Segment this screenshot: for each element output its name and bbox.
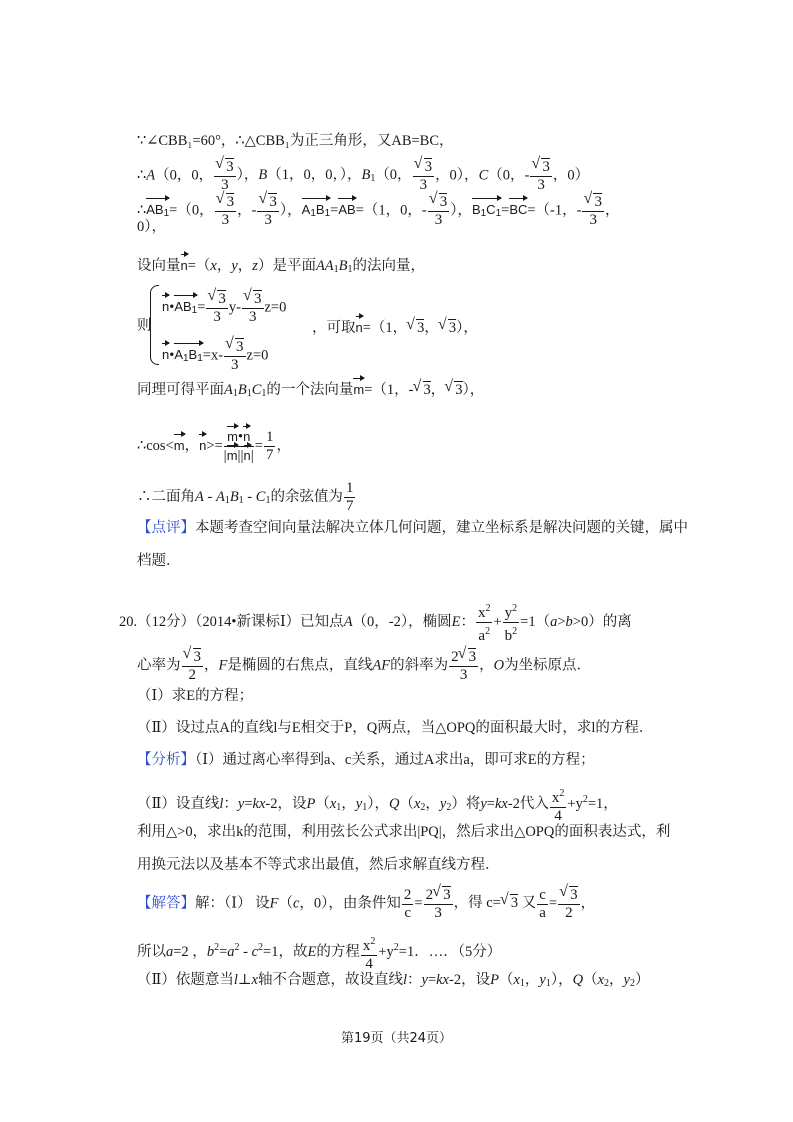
text: =（1，0，- [355,202,427,219]
vector-B1C1: $B_1C_1$ [472,200,501,224]
cosine-line [137,428,291,465]
coordinates-line [137,158,589,194]
question-20-part-2: （Ⅱ）设过点A的直线l与E相交于P，Q两点，当△OPQ的面积最大时，求l的方程． [137,720,654,736]
text: ，得 c= √ 3 又 [454,895,537,911]
vector-AB: AB [338,200,355,220]
text: =x- [202,347,224,364]
text: 设向量 [137,258,181,274]
analysis-line-4: 用换元法以及基本不等式求出最值，然后求解直线方程． [137,857,500,873]
analysis-tag: 【分析】 [137,752,195,768]
answer-tag: 【解答】 [137,895,195,912]
text: ∴cos< [137,437,174,454]
fraction: √ $\frac{3}{3}$ [428,193,450,229]
text: 解：（Ⅰ） 设F（c，0），由条件知 [195,895,401,912]
page-footer: 第19页（共24页） [340,1031,453,1046]
text: ， [604,202,620,219]
answer-line-2 [137,933,501,973]
text: ）， [279,202,302,219]
text: 心率为 [137,657,181,674]
vector-AB1: $AB_1$ [174,297,197,321]
fraction: √ $\frac{3}{3}$ [214,158,236,194]
text: • [169,299,175,316]
text: =（x，y，z）是平面$AA_1B_1$的法向量， [187,258,426,275]
text: （Ⅱ）依题意当l⊥x轴不合题意，故设直线l：y=kx-2，设$P(x_1$，$y_1$），$Q(x_2$，$y_2$） [137,972,650,989]
question-20-line-1 [119,600,632,645]
text: =（1， √ 3， √ 3）， [363,320,478,336]
fraction: $\frac{y^2}{b^2}$ [503,600,520,645]
text: ∴A（0，0， [137,167,214,184]
equation-2 [162,338,268,374]
vector-n: n [199,436,206,456]
text: y- [228,299,241,316]
text: （Ⅱ）设直线l：y=kx-2，设$P(x_1$，$y_1$），$Q(x_2$，$y_2$）将y=kx-2代入 [137,796,549,814]
vector-A1B1: $A_1B_1$ [302,200,330,224]
text: = [414,895,423,912]
text: ，0） [552,167,590,184]
vector-m: m [174,436,185,456]
brace [150,285,159,365]
text: = [501,202,510,219]
vector-n: n [356,318,363,338]
vector-AB1: $AB_1$ [146,200,169,224]
fraction: √ $\frac{3}{3}$ [582,193,604,229]
fraction: √ $\frac{3}{3}$ [257,193,279,229]
text: ， [184,437,200,454]
text: z=0 [246,347,269,364]
text: >= [206,437,223,454]
normal-vector-line [137,256,425,280]
text: ），B（1，0，0，），$B_1(0$， [236,167,412,185]
fraction: √ $\frac{3}{3}$ [530,158,552,194]
text: = [548,895,558,912]
text: = [254,437,263,454]
system-label: 则 [137,318,152,334]
text: 20.（12分）（2014•新课标Ⅰ）已知点A（0，-2），椭圆E： [119,613,475,630]
text: + [493,613,502,630]
equation-1 [162,290,286,326]
vector-n: n [181,256,188,276]
answer-line-1 [137,886,595,922]
vector-BC: BC [509,200,527,220]
fraction: $\frac{1}{7}$ [265,429,274,463]
fraction: √ $\frac{3}{3}$ [215,193,237,229]
comment-text: 本题考查空间向量法解决立体几何问题，建立坐标系是解决问题的关键，属中 [195,520,688,536]
fraction: √ $\frac{3}{2}$ [558,886,580,922]
text: z=0 [264,299,287,316]
analysis-line-3: 利用△>0，求出k的范围，利用弦长公式求出|PQ|，然后求出△OPQ的面积表达式，利 [137,824,671,840]
comment-line-2: 档题． [137,553,181,569]
fraction: $\frac{2 √ 3}{3}$ [449,648,478,684]
text: = [197,299,206,316]
fraction: √ $\frac{3}{3}$ [242,290,264,326]
comment-line [137,518,688,538]
text: =（1，- √ 3， √ 3）， [364,382,484,398]
text: =（0， [169,202,214,219]
fraction: $\frac{m•n}{|m||n|}$ [223,429,254,464]
text: ∴二面角A - $A_1B_1 - C_1$的余弦值为 [137,488,343,506]
text: ，- [237,202,257,219]
text: ，可取 [312,320,356,336]
text: $+y^2=1$．…．（5分） [378,942,502,961]
plane-normal-line [137,380,484,404]
fraction: $\frac{1}{7}$ [345,480,354,514]
text: $+y^2=1$， [567,794,618,813]
fraction: √ $\frac{3}{3}$ [206,290,228,326]
dihedral-line [137,480,356,515]
analysis-line-2 [137,785,618,825]
fraction: $\frac{2 √ 3}{3}$ [424,886,453,922]
fraction: $\frac{x^2}{a^2}$ [476,600,493,645]
fraction: √ $\frac{3}{3}$ [224,338,246,374]
text: 同理可得平面$A_1B_1C_1$的一个法向量 [137,382,354,399]
take-n-text [312,318,478,338]
fraction: $\frac{c}{a}$ [539,886,546,921]
text-line-4: 0）， [137,219,166,235]
vector-n: n [162,345,169,365]
text: ，F是椭圆的右焦点，直线AF的斜率为 [204,657,449,674]
fraction: √ $\frac{3}{3}$ [413,158,435,194]
comment-tag: 【点评】 [137,520,195,536]
text: ）， [450,202,472,219]
answer-line-3 [137,970,649,994]
fraction: $\frac{2}{c}$ [403,886,412,921]
fraction: $\frac{x^2}{4}$ [550,785,567,825]
text: ，O为坐标原点． [479,657,592,674]
text: • [169,347,175,364]
fraction: $\frac{x^2}{4}$ [361,933,378,973]
text: （Ⅰ）通过离心率得到a、c关系，通过A求出a，即可求E的方程； [195,752,595,768]
text: 所以a=2 ，$b^2=a^2 - c^2=1$，故E的方程 [137,942,360,961]
text: ∴ [137,202,147,219]
text: ， [276,437,291,454]
vectors-line [137,193,619,229]
question-20-part-1: （Ⅰ）求E的方程； [137,688,254,704]
text: ，0），C（0，- [435,167,530,184]
text: =（-1，- [527,202,582,219]
text: =1（a>b>0）的离 [520,613,632,630]
vector-n: n [162,297,169,317]
vector-m: m [353,380,364,400]
vector-A1B1: $A_1B_1$ [174,345,202,369]
text: = [330,202,339,219]
question-20-line-2 [137,648,591,684]
text-line-1: ∵∠CBB₁=60°，∴△CBB₁为正三角形，又AB=BC， [137,133,454,149]
text: ， [580,895,596,912]
analysis-line-1 [137,750,595,770]
fraction: √ $\frac{3}{2}$ [182,648,204,684]
